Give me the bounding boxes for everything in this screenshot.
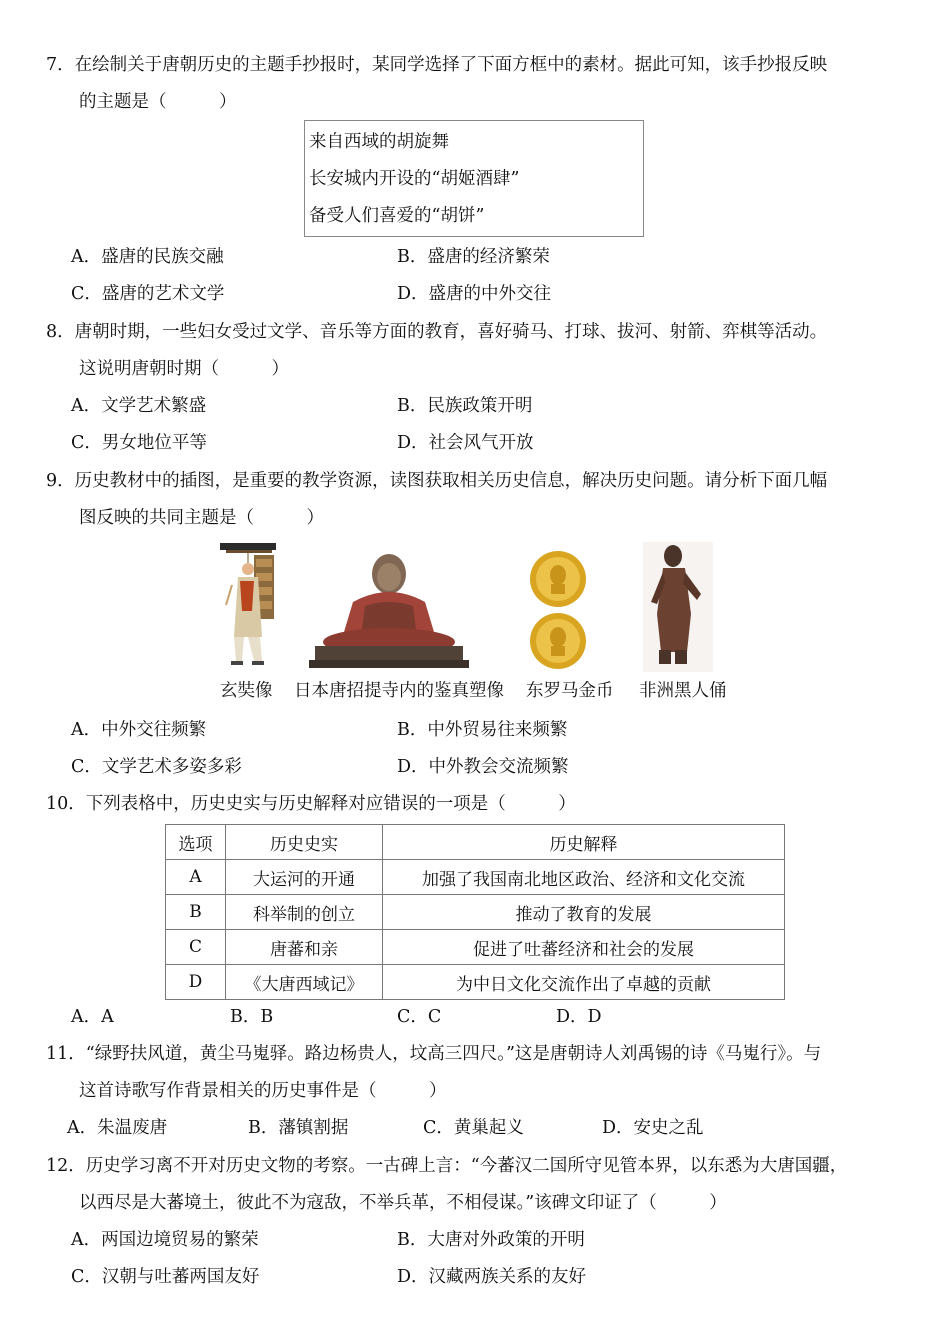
q7-box-item: 备受人们喜爱的“胡饼” <box>309 206 485 226</box>
q10-table <box>165 824 785 1000</box>
q8-option-d[interactable]: D．社会风气开放 <box>397 433 534 453</box>
q7-option-a[interactable]: A．盛唐的民族交融 <box>71 247 224 267</box>
q11-option-a[interactable]: A．朱温废唐 <box>67 1118 168 1138</box>
table-cell: A <box>166 860 226 895</box>
table-row <box>166 860 785 895</box>
table-row <box>166 930 785 965</box>
q11-option-d[interactable]: D．安史之乱 <box>602 1118 704 1138</box>
q9-option-d[interactable]: D．中外教会交流频繁 <box>397 757 569 777</box>
q7-option-b[interactable]: B．盛唐的经济繁荣 <box>397 247 550 267</box>
q11-stem-line2: 这首诗歌写作背景相关的历史事件是（ ） <box>79 1081 447 1101</box>
q11-stem-line1: 11．“绿野扶风道，黄尘马嵬驿。路边杨贵人，坟高三四尺。”这是唐朝诗人刘禹锡的诗《马嵬行》。与 <box>46 1044 822 1064</box>
table-header-row <box>166 825 785 860</box>
table-cell: 大运河的开通 <box>226 860 383 895</box>
table-cell: C <box>166 930 226 965</box>
q12-option-d[interactable]: D．汉藏两族关系的友好 <box>397 1267 587 1287</box>
q10-option-b[interactable]: B．B <box>230 1007 274 1027</box>
table-cell: 为中日文化交流作出了卓越的贡献 <box>383 965 785 1000</box>
q10-option-a[interactable]: A．A <box>71 1007 114 1027</box>
q7-box-item: 长安城内开设的“胡姬酒肆” <box>309 169 520 189</box>
q7-stem-line1: 7．在绘制关于唐朝历史的主题手抄报时，某同学选择了下面方框中的素材。据此可知，该手抄报反映 <box>46 55 828 75</box>
table-cell: B <box>166 895 226 930</box>
q9-stem-line2: 图反映的共同主题是（ ） <box>79 508 324 528</box>
q11-option-c[interactable]: C．黄巢起义 <box>423 1118 524 1138</box>
q9-option-c[interactable]: C．文学艺术多姿多彩 <box>71 757 242 777</box>
xuanzang-illustration <box>218 541 282 675</box>
caption-african-figurine: 非洲黑人俑 <box>639 681 727 701</box>
q9-stem-line1: 9．历史教材中的插图，是重要的教学资源，读图获取相关历史信息，解决历史问题。请分析下面几幅 <box>46 471 828 491</box>
q7-stem-line2: 的主题是（ ） <box>79 92 237 112</box>
q7-option-c[interactable]: C．盛唐的艺术文学 <box>71 284 225 304</box>
q8-option-b[interactable]: B．民族政策开明 <box>397 396 533 416</box>
jianzhen-statue-illustration <box>309 546 469 670</box>
q8-option-a[interactable]: A．文学艺术繁盛 <box>71 396 207 416</box>
byzantine-gold-coins-illustration <box>523 549 593 673</box>
q8-stem-line2: 这说明唐朝时期（ ） <box>79 359 289 379</box>
q8-option-c[interactable]: C．男女地位平等 <box>71 433 207 453</box>
table-row <box>166 965 785 1000</box>
q9-option-a[interactable]: A．中外交往频繁 <box>71 720 207 740</box>
table-cell: 加强了我国南北地区政治、经济和文化交流 <box>383 860 785 895</box>
q12-stem-line1: 12．历史学习离不开对历史文物的考察。一古碑上言：“今蕃汉二国所守见管本界，以东悉为大唐国疆， <box>46 1156 848 1176</box>
q9-option-b[interactable]: B．中外贸易往来频繁 <box>397 720 568 740</box>
table-cell: 科举制的创立 <box>226 895 383 930</box>
african-figurine-illustration <box>643 542 713 672</box>
caption-xuanzang: 玄奘像 <box>220 681 273 701</box>
table-cell: D <box>166 965 226 1000</box>
q7-material-box <box>304 120 644 237</box>
q12-stem-line2: 以西尽是大蕃境土，彼此不为寇敌，不举兵革，不相侵谋。”该碑文印证了（ ） <box>79 1193 727 1213</box>
q10-option-d[interactable]: D．D <box>556 1007 602 1027</box>
q10-option-c[interactable]: C．C <box>397 1007 442 1027</box>
q7-option-d[interactable]: D．盛唐的中外交往 <box>397 284 552 304</box>
caption-jianzhen: 日本唐招提寺内的鉴真塑像 <box>294 681 504 701</box>
q12-option-a[interactable]: A．两国边境贸易的繁荣 <box>71 1230 259 1250</box>
table-header-cell: 选项 <box>166 825 226 860</box>
table-cell: 促进了吐蕃经济和社会的发展 <box>383 930 785 965</box>
q10-stem: 10．下列表格中，历史史实与历史解释对应错误的一项是（ ） <box>46 794 576 814</box>
table-cell: 推动了教育的发展 <box>383 895 785 930</box>
table-header-cell: 历史史实 <box>226 825 383 860</box>
q7-box-item: 来自西域的胡旋舞 <box>309 132 449 152</box>
q12-option-c[interactable]: C．汉朝与吐蕃两国友好 <box>71 1267 260 1287</box>
table-cell: 唐蕃和亲 <box>226 930 383 965</box>
q8-stem-line1: 8．唐朝时期，一些妇女受过文学、音乐等方面的教育，喜好骑马、打球、拔河、射箭、弈棋等活动。 <box>46 322 828 342</box>
table-row <box>166 895 785 930</box>
table-cell: 《大唐西域记》 <box>226 965 383 1000</box>
table-header-cell: 历史解释 <box>383 825 785 860</box>
q12-option-b[interactable]: B．大唐对外政策的开明 <box>397 1230 585 1250</box>
caption-gold-coin: 东罗马金币 <box>526 681 614 701</box>
q11-option-b[interactable]: B．藩镇割据 <box>248 1118 349 1138</box>
